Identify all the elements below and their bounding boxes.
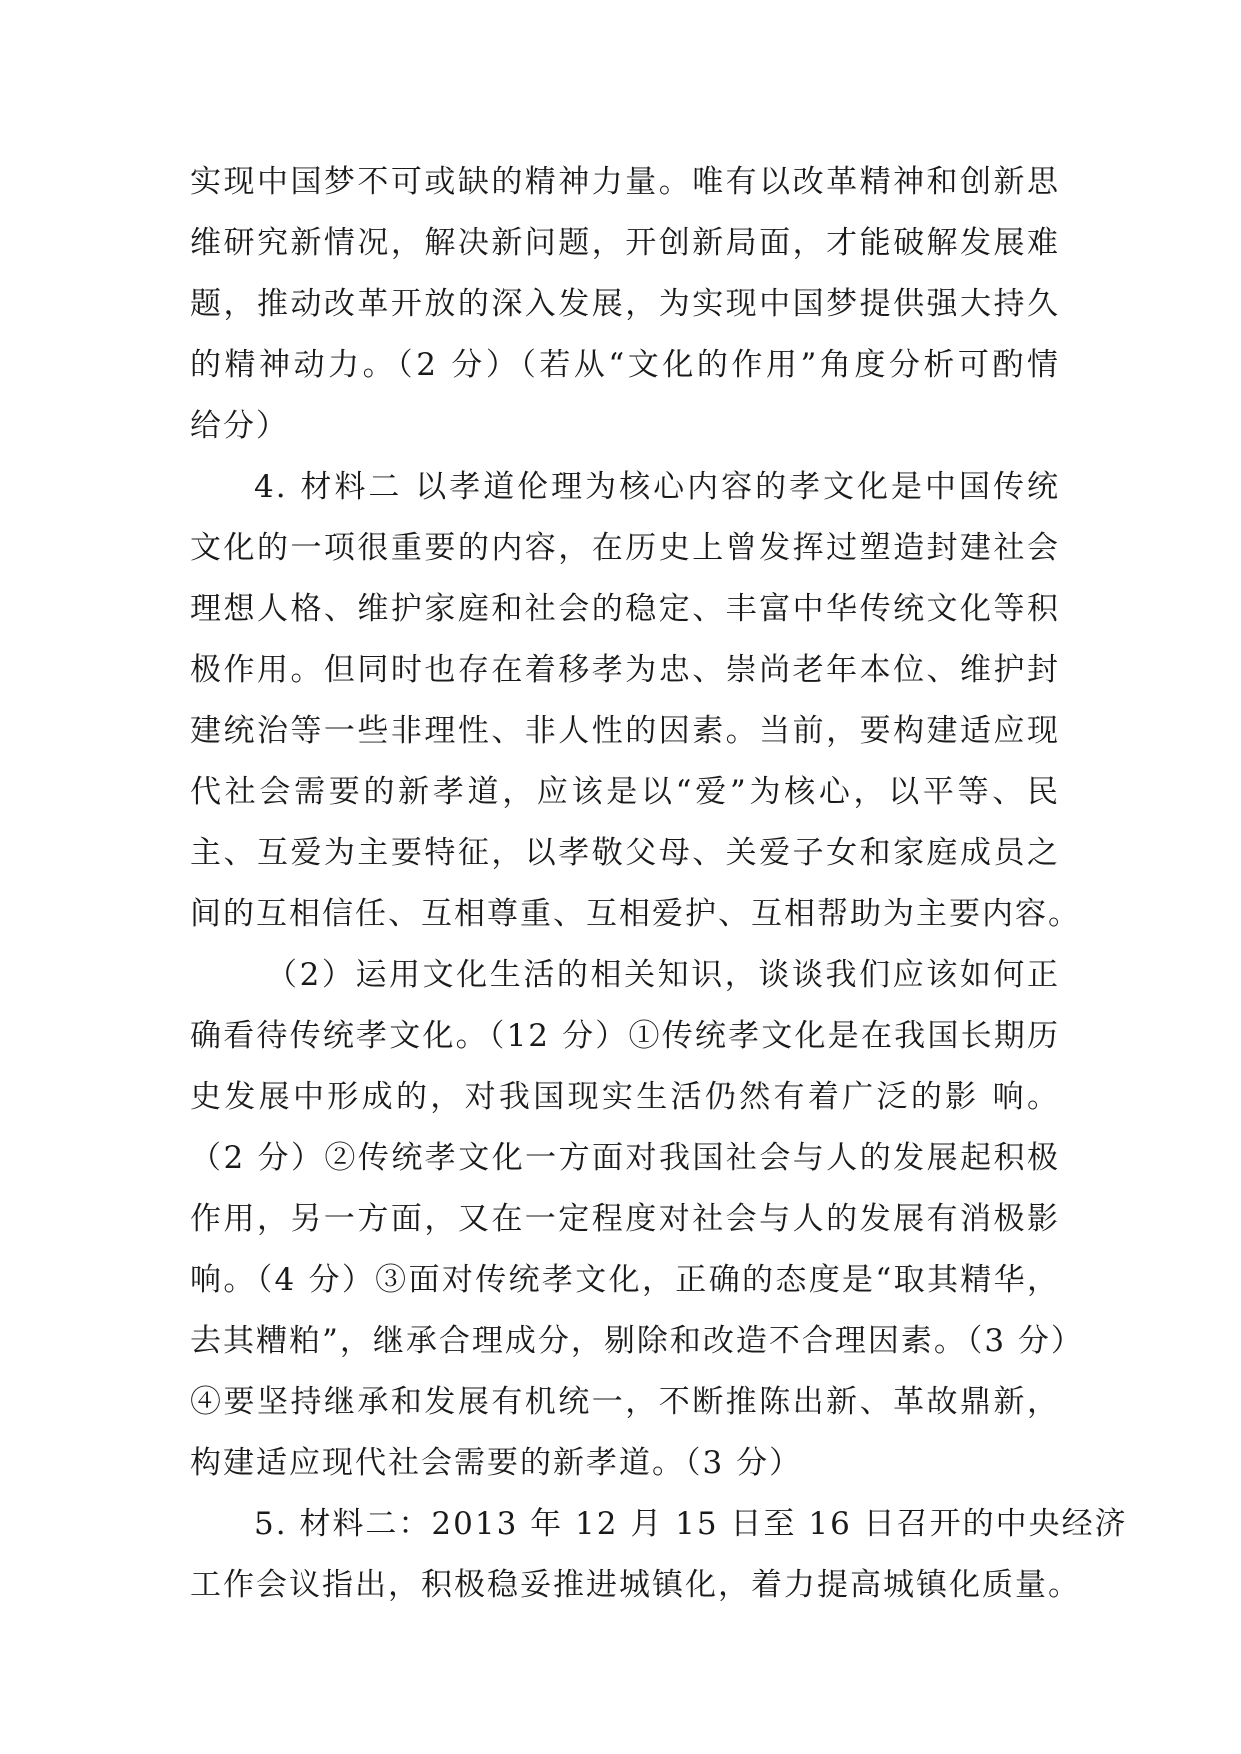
text-line: 维研究新情况，解决新问题，开创新局面，才能破解发展难: [190, 225, 1060, 261]
text-line: 4. 材料二 以孝道伦理为核心内容的孝文化是中国传统: [254, 469, 1060, 505]
text-line: 极作用。但同时也存在着移孝为忠、崇尚老年本位、维护封: [190, 652, 1060, 688]
text-line: ④要坚持继承和发展有机统一，不断推陈出新、革故鼎新，: [190, 1384, 1060, 1420]
text-line: 确看待传统孝文化。（12 分）①传统孝文化是在我国长期历: [190, 1018, 1060, 1054]
text-line: 响。（4 分）③面对传统孝文化，正确的态度是“取其精华，: [190, 1262, 1060, 1298]
text-line: 文化的一项很重要的内容，在历史上曾发挥过塑造封建社会: [190, 530, 1060, 566]
text-line: 建统治等一些非理性、非人性的因素。当前，要构建适应现: [190, 713, 1060, 749]
text-line: 去其糟粕”，继承合理成分，剔除和改造不合理因素。（3 分）: [190, 1323, 1084, 1359]
text-line: 给分）: [190, 408, 289, 444]
text-line: （2 分）②传统孝文化一方面对我国社会与人的发展起积极: [190, 1140, 1060, 1176]
text-line: 史发展中形成的，对我国现实生活仍然有着广泛的影 响。: [190, 1079, 1060, 1115]
text-line: （2）运用文化生活的相关知识，谈谈我们应该如何正: [266, 957, 1060, 993]
text-line: 间的互相信任、互相尊重、互相爱护、互相帮助为主要内容。: [190, 896, 1081, 932]
text-line: 主、互爱为主要特征，以孝敬父母、关爱子女和家庭成员之: [190, 835, 1060, 871]
text-line: 构建适应现代社会需要的新孝道。（3 分）: [190, 1445, 803, 1481]
text-line: 实现中国梦不可或缺的精神力量。唯有以改革精神和创新思: [190, 164, 1060, 200]
text-line: 代社会需要的新孝道，应该是以“爱”为核心，以平等、民: [190, 774, 1060, 810]
document-body: [190, 152, 1128, 1616]
text-line: 理想人格、维护家庭和社会的稳定、丰富中华传统文化等积: [190, 591, 1060, 627]
text-line: 工作会议指出，积极稳妥推进城镇化，着力提高城镇化质量。: [190, 1567, 1081, 1603]
text-line: 作用，另一方面，又在一定程度对社会与人的发展有消极影: [190, 1201, 1060, 1237]
text-line: 题，推动改革开放的深入发展，为实现中国梦提供强大持久: [190, 286, 1060, 322]
text-line: 5. 材料二：2013 年 12 月 15 日至 16 日召开的中央经济: [254, 1506, 1128, 1542]
text-line: 的精神动力。（2 分）（若从“文化的作用”角度分析可酌情: [190, 347, 1060, 383]
